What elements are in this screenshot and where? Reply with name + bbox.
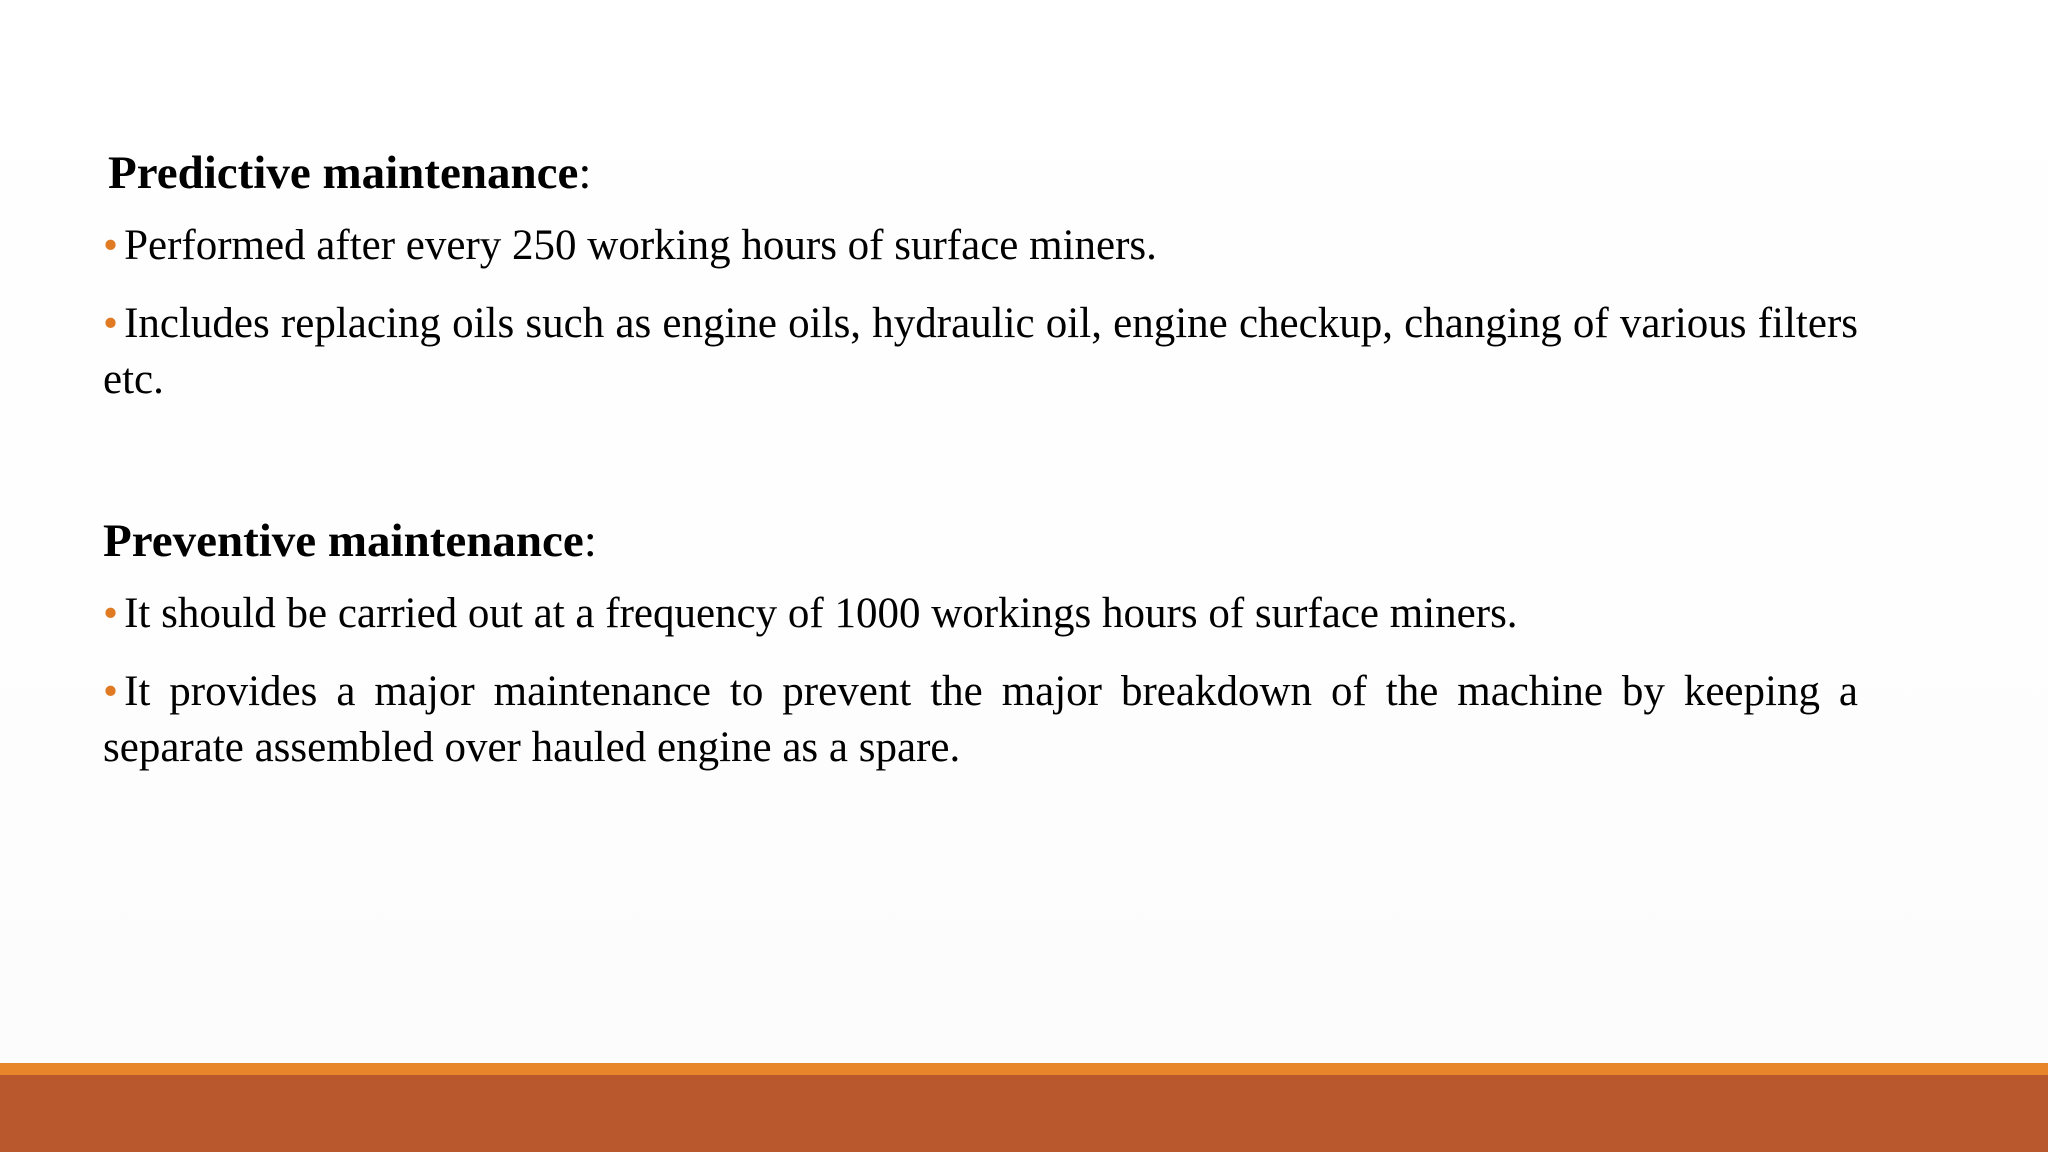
heading-text: Predictive maintenance <box>108 147 579 199</box>
heading-colon: : <box>578 147 592 199</box>
bullet-text: It should be carried out at a frequency of 1000 workings hours of surface miners. <box>124 590 1518 637</box>
bullet-item <box>103 218 1858 274</box>
heading-text: Preventive maintenance <box>103 515 584 567</box>
section-heading-preventive <box>103 510 1858 572</box>
bullet-text: Performed after every 250 working hours of surface miners. <box>124 222 1157 269</box>
heading-colon: : <box>583 515 597 567</box>
footer-bar <box>0 1075 2048 1152</box>
bullet-item <box>103 296 1858 408</box>
slide-content <box>103 142 1858 776</box>
bullet-icon: • <box>103 222 119 269</box>
bullet-item <box>103 664 1858 776</box>
bullet-icon: • <box>103 590 119 637</box>
bullet-item <box>103 586 1858 642</box>
bullet-text: Includes replacing oils such as engine oils, hydraulic oil, engine checkup, changing of various filters etc. <box>103 300 1858 403</box>
section-heading-predictive <box>103 142 1858 204</box>
bullet-icon: • <box>103 668 119 715</box>
footer-accent-bar <box>0 1063 2048 1075</box>
bullet-text: It provides a major maintenance to prevent the major breakdown of the machine by keeping a separate assembled over hauled engine as a spare. <box>103 668 1858 771</box>
bullet-icon: • <box>103 300 119 347</box>
